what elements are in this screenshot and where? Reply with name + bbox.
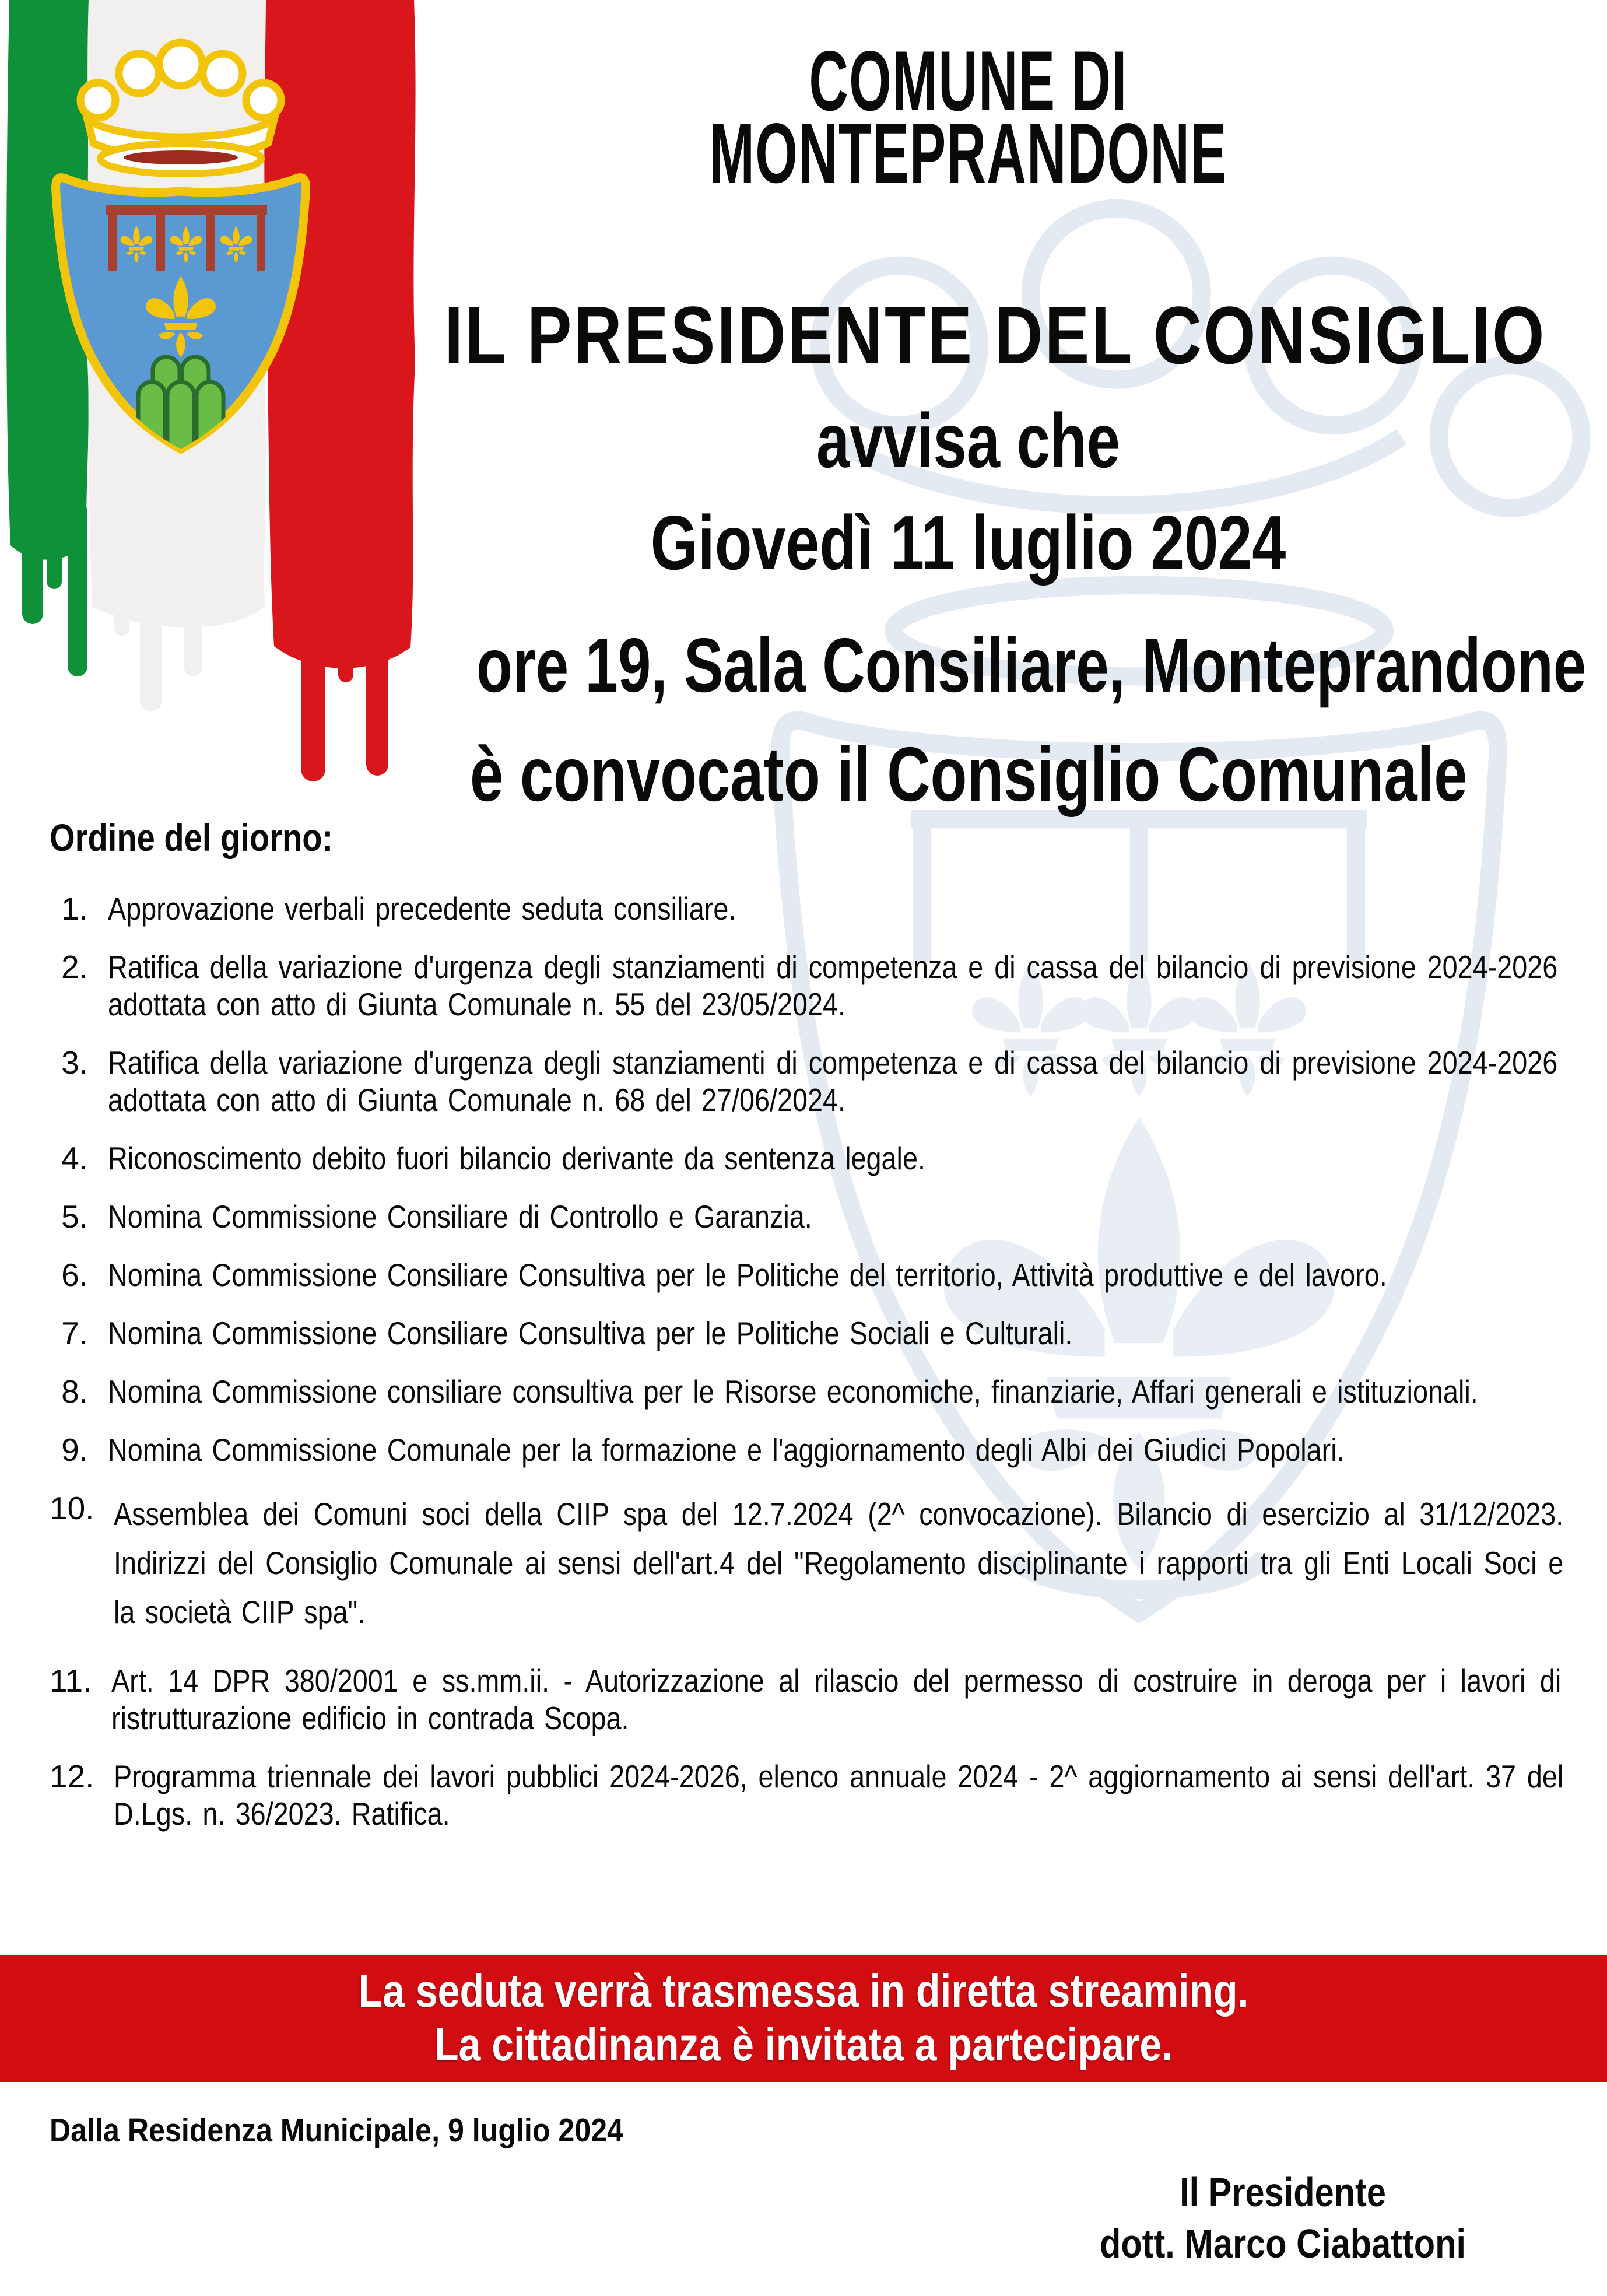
- agenda-item-text: Assemblea dei Comuni soci della CIIP spa del 12.7.2024 (2^ convocazione). Bilancio di esercizio al 31/12/2023. Indirizzi del Consiglio Comunale ai sensi dell'art.4 del "Regolamento disciplinante i rapporti tra gli Enti Locali Soci e la società CIIP spa".: [114, 1496, 1564, 1630]
- agenda-item-3: [50, 1044, 1557, 1119]
- agenda-item-number: 4.: [61, 1140, 88, 1176]
- dateline: Dalla Residenza Municipale, 9 luglio 2024: [50, 2112, 624, 2149]
- agenda-item-number: 11.: [50, 1663, 92, 1699]
- agenda-item-8: [50, 1373, 1557, 1410]
- announcement-authority: IL PRESIDENTE DEL CONSIGLIO: [444, 289, 1546, 381]
- agenda-item-text: Approvazione verbali precedente seduta consiliare.: [108, 891, 736, 927]
- signature-block: [1003, 2167, 1563, 2269]
- municipality-name-line-1: COMUNE DI: [809, 33, 1128, 128]
- agenda-item-number: 7.: [61, 1315, 88, 1351]
- agenda-item-text: Nomina Commissione Comunale per la formazione e l'aggiornamento degli Albi dei Giudici Popolari.: [108, 1432, 1345, 1468]
- agenda-item-4: [50, 1140, 1557, 1177]
- agenda-item-text: Nomina Commissione consiliare consultiva per le Risorse economiche, finanziarie, Affari generali e istituzionali.: [108, 1373, 1478, 1410]
- agenda-item-number: 1.: [61, 891, 88, 927]
- agenda-item-number: 12.: [50, 1758, 94, 1794]
- agenda-item-2: [50, 948, 1557, 1023]
- announcement-subject: è convocato il Consiglio Comunale: [470, 731, 1468, 817]
- agenda-item-number: 3.: [61, 1044, 88, 1081]
- streaming-banner-line-1: La seduta verrà trasmessa in diretta streaming.: [358, 1965, 1249, 2017]
- agenda-item-5: [50, 1198, 1557, 1235]
- agenda-item-text: Nomina Commissione Consiliare Consultiva per le Politiche Sociali e Culturali.: [108, 1315, 1073, 1351]
- agenda-item-9: [50, 1431, 1557, 1468]
- agenda-item-number: 10.: [50, 1490, 94, 1526]
- agenda-item-text: Programma triennale dei lavori pubblici 2024-2026, elenco annuale 2024 - 2^ aggiornamento ai sensi dell'art. 37 del D.Lgs. n. 36/2023. Ratifica.: [114, 1758, 1564, 1832]
- agenda-item-12: [50, 1758, 1564, 1832]
- agenda-item-text: Ratifica della variazione d'urgenza degli stanziamenti di competenza e di cassa del bilancio di previsione 2024-2026 adottata con atto di Giunta Comunale n. 68 del 27/06/2024.: [108, 1044, 1558, 1118]
- signature-name: dott. Marco Ciabattoni: [1099, 2221, 1466, 2266]
- streaming-banner: [0, 1955, 1607, 2082]
- agenda-item-7: [50, 1314, 1557, 1352]
- announcement-place: ore 19, Sala Consiliare, Monteprandone: [476, 622, 1587, 708]
- agenda-item-number: 2.: [61, 949, 88, 985]
- agenda-section: [50, 815, 1564, 1853]
- streaming-banner-line-2: La cittadinanza è invitata a partecipare.: [434, 2018, 1173, 2070]
- agenda-item-number: 8.: [61, 1373, 88, 1410]
- agenda-item-1: [50, 890, 1557, 927]
- agenda-item-number: 6.: [61, 1257, 88, 1293]
- agenda-item-10: [50, 1489, 1564, 1636]
- signature-role: Il Presidente: [1180, 2169, 1386, 2215]
- agenda-item-text: Nomina Commissione Consiliare Consultiva per le Politiche del territorio, Attività produttive e del lavoro.: [108, 1257, 1387, 1293]
- agenda-heading: Ordine del giorno:: [50, 816, 334, 859]
- agenda-item-text: Riconoscimento debito fuori bilancio derivante da sentenza legale.: [108, 1140, 925, 1176]
- agenda-item-number: 9.: [61, 1432, 88, 1468]
- agenda-item-11: [50, 1662, 1562, 1737]
- agenda-item-text: Art. 14 DPR 380/2001 e ss.mm.ii. - Autorizzazione al rilascio del permesso di costruire in deroga per i lavori di ristrutturazione edificio in contrada Scopa.: [111, 1663, 1562, 1736]
- agenda-item-text: Nomina Commissione Consiliare di Controllo e Garanzia.: [108, 1198, 812, 1235]
- announcement-date: Giovedì 11 luglio 2024: [650, 500, 1286, 586]
- agenda-item-number: 5.: [61, 1198, 88, 1235]
- agenda-item-text: Ratifica della variazione d'urgenza degli stanziamenti di competenza e di cassa del bilancio di previsione 2024-2026 adottata con atto di Giunta Comunale n. 55 del 23/05/2024.: [108, 949, 1558, 1022]
- municipality-name-line-2: MONTEPRANDONE: [709, 106, 1227, 201]
- agenda-item-6: [50, 1256, 1557, 1294]
- italian-flag-brushstroke-icon: [0, 0, 443, 816]
- announcement-intro: avvisa che: [816, 398, 1120, 483]
